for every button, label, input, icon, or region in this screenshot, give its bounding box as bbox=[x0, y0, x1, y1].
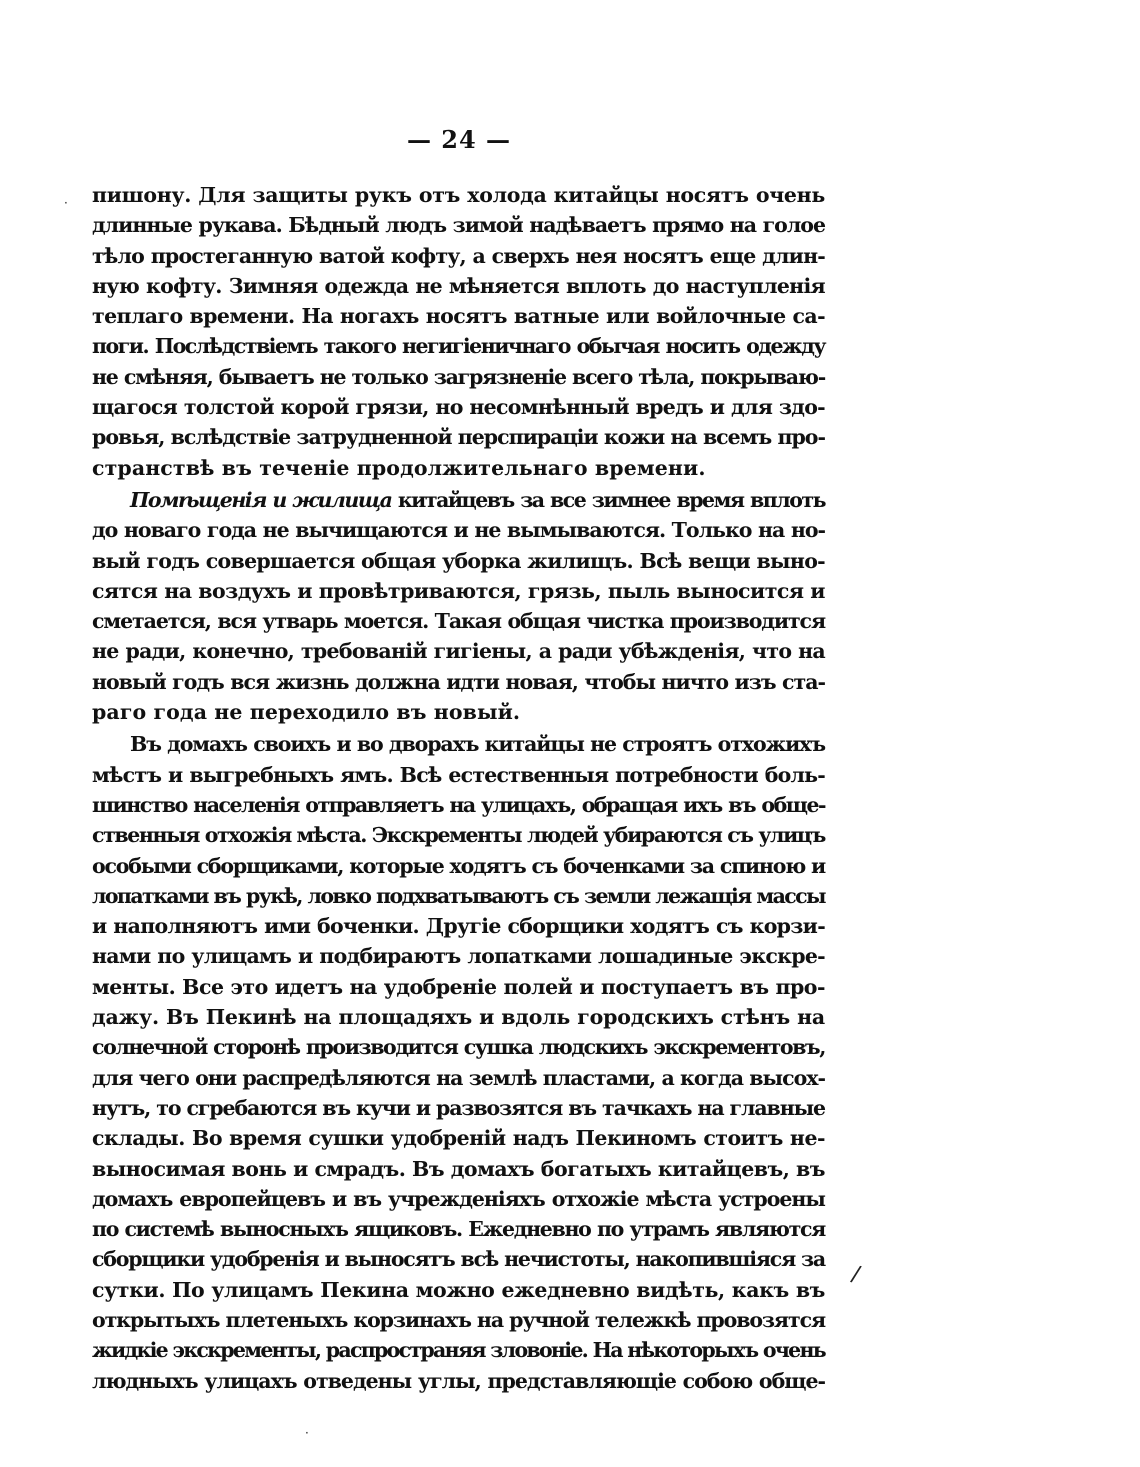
text-line: не ради, конечно, требованій гигіены, а ради убѣжденія, что на bbox=[92, 639, 825, 664]
text-line: сметается, вся утварь моется. Такая общая чистка производится bbox=[92, 609, 825, 634]
text-line: странствѣ въ теченіе продолжительнаго времени. bbox=[92, 455, 706, 480]
scan-speck: · bbox=[305, 1426, 309, 1440]
text-line: до новаго года не вычищаются и не вымываются. Только на но- bbox=[92, 518, 825, 543]
text-line: теплаго времени. На ногахъ носятъ ватные или войлочные са- bbox=[92, 304, 825, 329]
text-line: выносимая вонь и смрадъ. Въ домахъ богатыхъ китайцевъ, въ bbox=[92, 1156, 825, 1181]
text-line: солнечной сторонѣ производится сушка людскихъ экскрементовъ, bbox=[92, 1035, 825, 1060]
text-line: особыми сборщиками, которые ходятъ съ боченками за спиною и bbox=[92, 853, 825, 878]
text-line: лопатками въ рукѣ, ловко подхватываютъ съ земли лежащія массы bbox=[92, 883, 825, 908]
scan-speck: · bbox=[64, 196, 68, 210]
first-line-rest: китайцевъ за все зимнее время вплоть bbox=[391, 487, 825, 512]
text-line: сутки. По улицамъ Пекина можно ежедневно видѣть, какъ въ bbox=[92, 1277, 825, 1302]
paragraph-3 bbox=[92, 729, 825, 1396]
text-line: жидкіе экскременты, распространяя зловоніе. На нѣкоторыхъ очень bbox=[92, 1338, 825, 1363]
text-line: сборщики удобренія и выносятъ всѣ нечистоты, накопившіяся за bbox=[92, 1247, 825, 1272]
text-line: длинные рукава. Бѣдный людъ зимой надѣваетъ прямо на голое bbox=[92, 213, 825, 238]
text-line: дажу. Въ Пекинѣ на площадяхъ и вдоль городскихъ стѣнъ на bbox=[92, 1005, 825, 1030]
text-line: мѣстъ и выгребныхъ ямъ. Всѣ естественныя потребности боль- bbox=[92, 762, 825, 787]
text-line: пишону. Для защиты рукъ отъ холода китайцы носятъ очень bbox=[92, 183, 825, 207]
scan-pen-mark: / bbox=[848, 1261, 863, 1288]
text-line: открытыхъ плетеныхъ корзинахъ на ручной тележкѣ провозятся bbox=[92, 1307, 825, 1332]
text-line: ную кофту. Зимняя одежда не мѣняется вплоть до наступленія bbox=[92, 273, 825, 298]
text-line: ственныя отхожія мѣста. Экскременты людей убираются съ улицъ bbox=[92, 823, 825, 848]
text-line: для чего они распредѣляются на землѣ пластами, а когда высох- bbox=[92, 1065, 825, 1090]
text-line: щагося толстой корой грязи, но несомнѣнный вредъ и для здо- bbox=[92, 395, 825, 420]
text-line: ровья, вслѣдствіе затрудненной перспираціи кожи на всемъ про- bbox=[92, 425, 825, 450]
text-line: по системѣ выносныхъ ящиковъ. Ежедневно по утрамъ являются bbox=[92, 1217, 825, 1242]
text-line: раго года не переходило въ новый. bbox=[92, 700, 521, 725]
paragraph-2 bbox=[92, 485, 825, 727]
text-line: склады. Во время сушки удобреній надъ Пекиномъ стоитъ не- bbox=[92, 1126, 825, 1151]
text-line: людныхъ улицахъ отведены углы, представляющіе собою обще- bbox=[92, 1368, 825, 1393]
text-line: новый годъ вся жизнь должна идти новая, чтобы ничто изъ ста- bbox=[92, 669, 825, 694]
italic-lead-phrase: Помѣщенія и жилища bbox=[130, 487, 392, 512]
text-line: сятся на воздухъ и провѣтриваются, грязь, пыль выносится и bbox=[92, 578, 825, 603]
body-text bbox=[92, 180, 825, 1396]
text-line: не смѣняя, бываетъ не только загрязненіе всего тѣла, покрываю- bbox=[92, 364, 825, 389]
paragraph-1 bbox=[92, 180, 825, 483]
text-line: и наполняютъ ими боченки. Другіе сборщики ходятъ съ корзи- bbox=[92, 914, 825, 939]
text-line: тѣло простеганную ватой кофту, а сверхъ нея носятъ еще длин- bbox=[92, 243, 825, 268]
page-number: — 24 — bbox=[406, 125, 512, 154]
text-line: менты. Все это идетъ на удобреніе полей и поступаетъ въ про- bbox=[92, 974, 825, 999]
text-line: нутъ, то сгребаются въ кучи и развозятся въ тачкахъ на главные bbox=[92, 1095, 825, 1120]
text-line: шинство населенія отправляетъ на улицахъ, обращая ихъ въ обще- bbox=[92, 792, 825, 817]
text-line: Въ домахъ своихъ и во дворахъ китайцы не строятъ отхожихъ bbox=[130, 732, 825, 757]
text-line: нами по улицамъ и подбираютъ лопатками лошадиные экскре- bbox=[92, 944, 825, 969]
text-line: вый годъ совершается общая уборка жилищъ. Всѣ вещи выно- bbox=[92, 548, 825, 573]
text-line: поги. Послѣдствіемъ такого негигіеничнаго обычая носить одежду bbox=[92, 334, 825, 359]
paragraph-first-line bbox=[92, 485, 825, 515]
text-line: домахъ европейцевъ и въ учрежденіяхъ отхожіе мѣста устроены bbox=[92, 1186, 825, 1211]
